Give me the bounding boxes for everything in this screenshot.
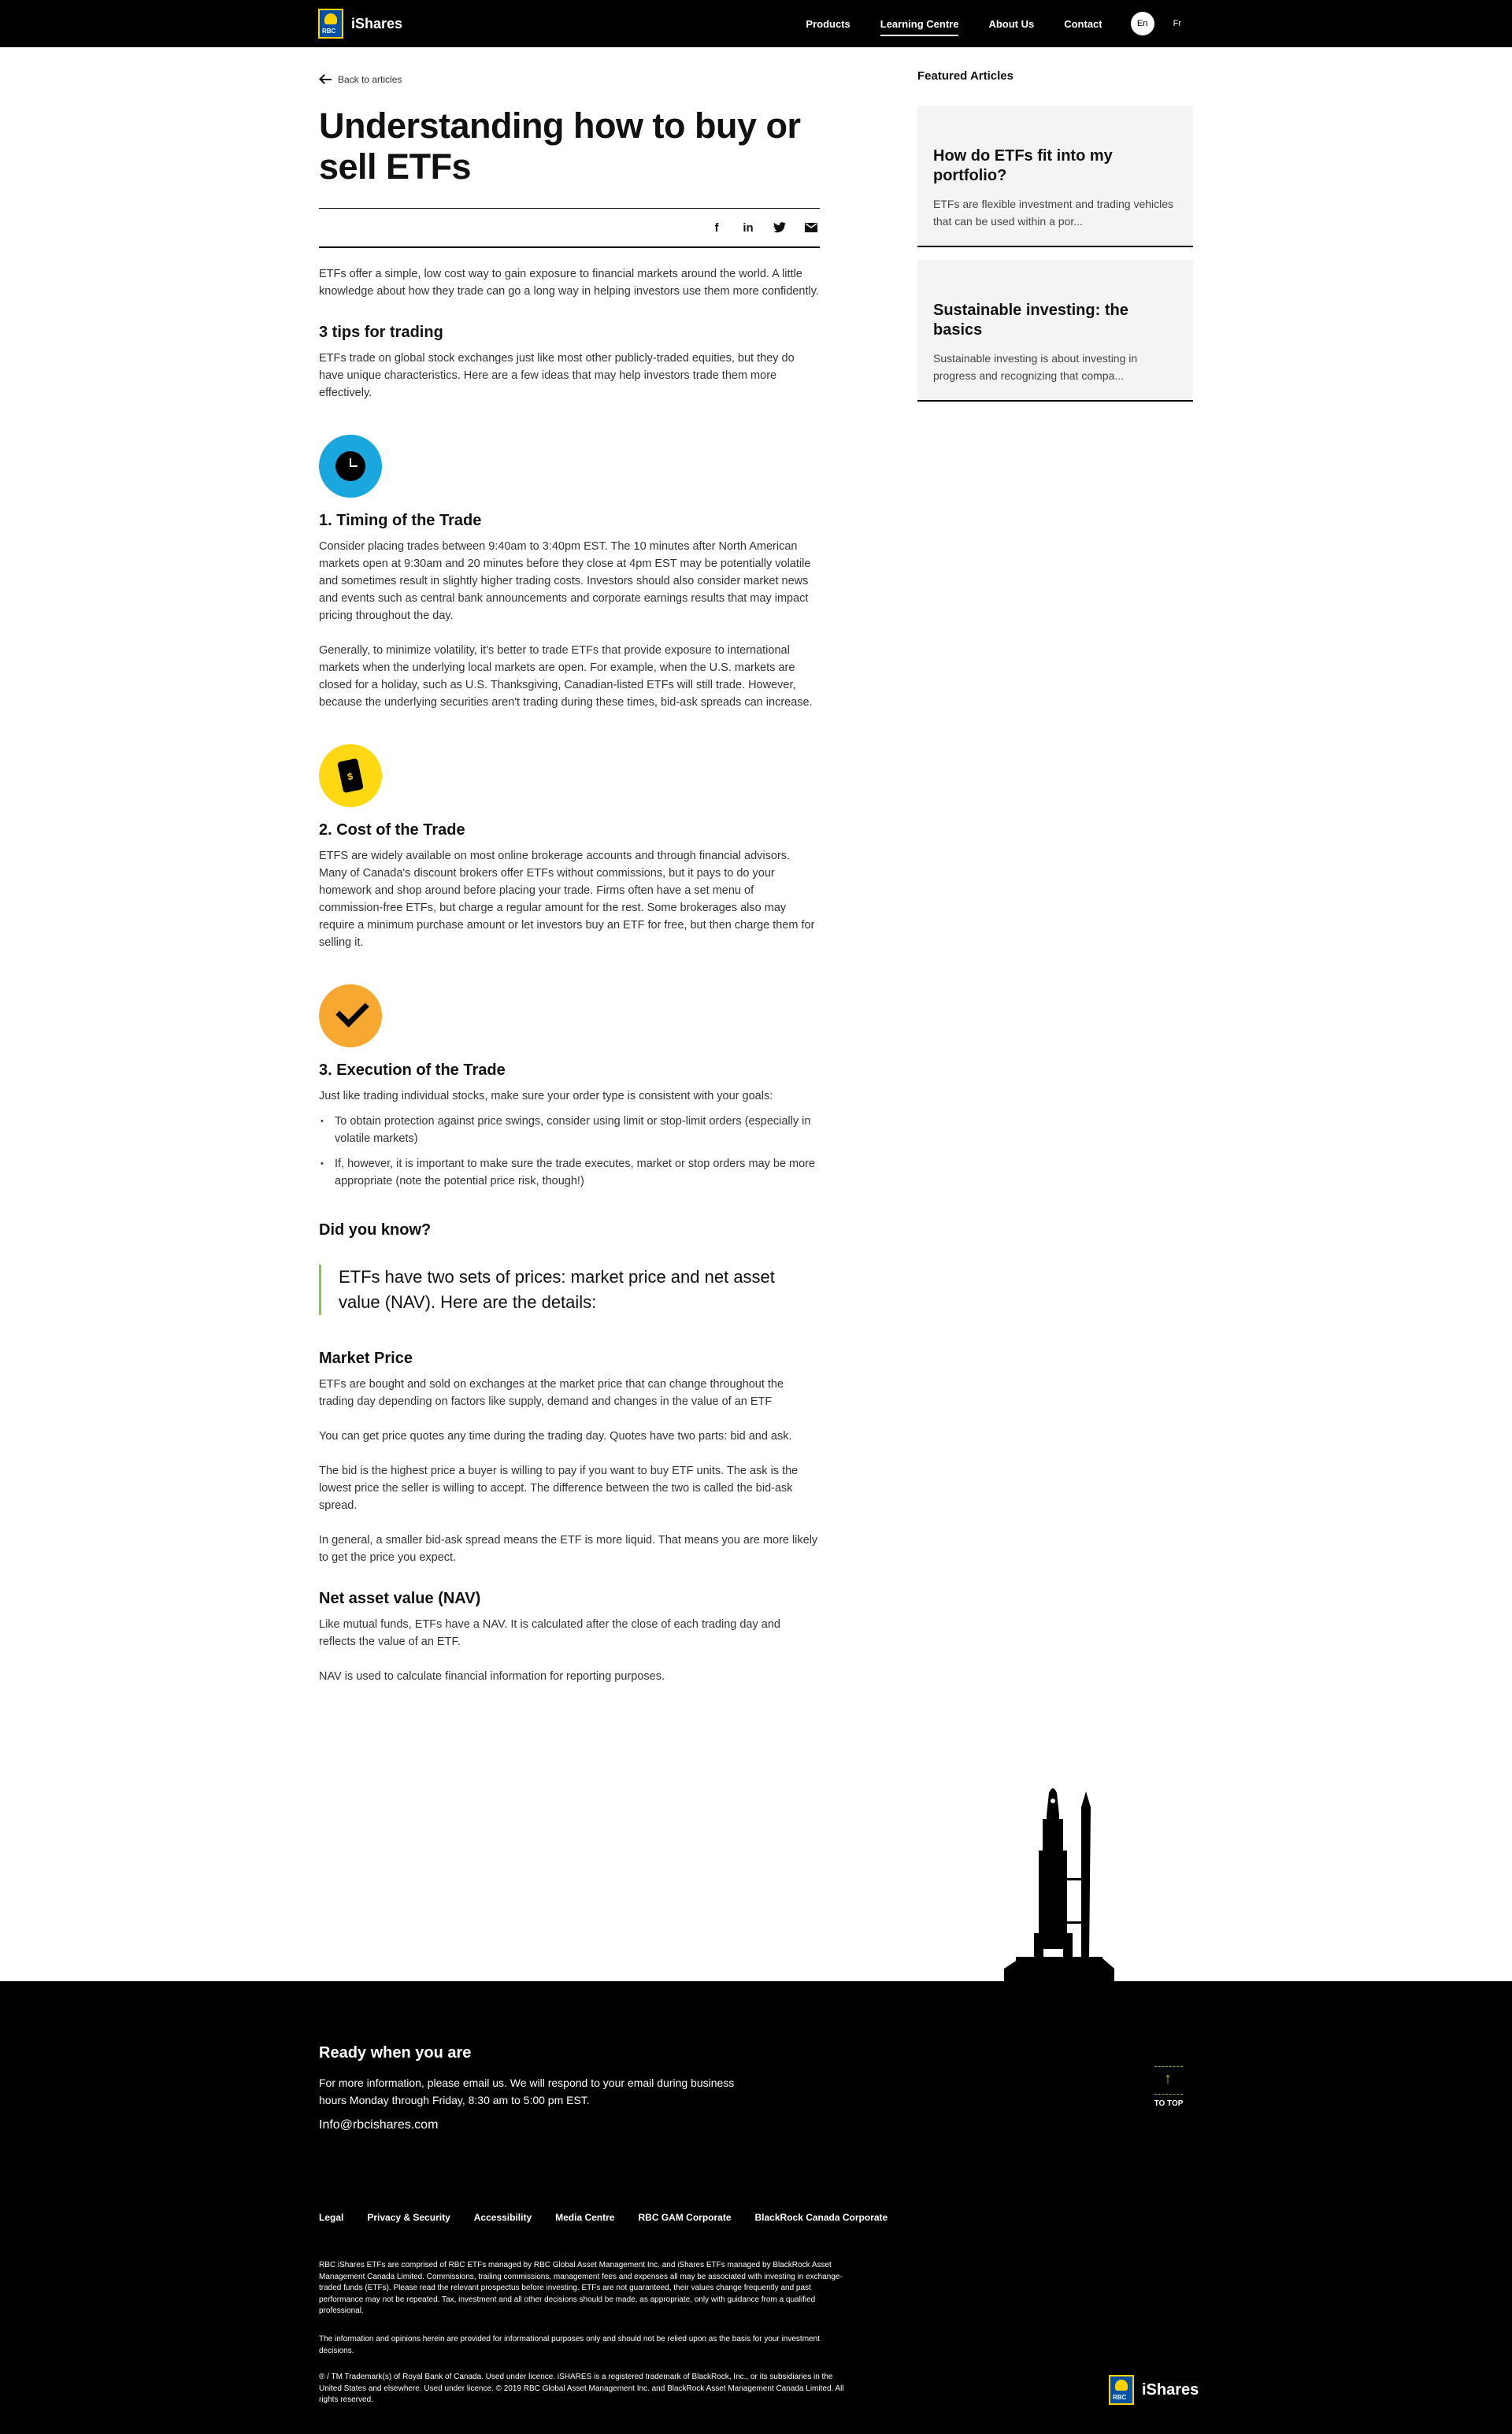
checkmark-icon xyxy=(319,984,382,1047)
email-icon[interactable] xyxy=(804,220,818,235)
market-price-paragraph: In general, a smaller bid-ask spread means the ETF is more liquid. That means you are more likely to get the price you expect. xyxy=(319,1534,818,1564)
nav-products[interactable]: Products xyxy=(806,17,850,30)
rbc-logo-text: RBC xyxy=(322,28,336,35)
footer-link-privacy[interactable]: Privacy & Security xyxy=(367,2212,450,2223)
rocket-launch-illustration xyxy=(988,1784,1126,1982)
nav-heading: Net asset value (NAV) xyxy=(319,1590,481,1607)
featured-articles xyxy=(917,69,1193,414)
card-title: Sustainable investing: the basics xyxy=(933,302,1128,339)
footer-links xyxy=(319,2212,888,2223)
linkedin-icon[interactable]: in xyxy=(743,220,754,235)
article-title: Understanding how to buy or sell ETFs xyxy=(319,106,801,187)
rbc-lion-shape xyxy=(1115,2380,1128,2391)
footer-disclaimer: The information and opinions herein are provided for informational purposes only and should not be relied upon as the basis for your investment decisions. xyxy=(319,2335,820,2355)
footer-heading: Ready when you are xyxy=(319,2044,472,2062)
featured-article-card[interactable] xyxy=(917,260,1193,402)
market-price-heading: Market Price xyxy=(319,1350,413,1367)
nav-learning-centre[interactable]: Learning Centre xyxy=(880,17,959,30)
nav-paragraph: Like mutual funds, ETFs have a NAV. It is calculated after the close of each trading day and reflects the value of an ETF. xyxy=(319,1618,780,1648)
facebook-icon[interactable]: f xyxy=(714,220,719,235)
article xyxy=(319,71,820,1702)
tip1-heading: 1. Timing of the Trade xyxy=(319,512,482,529)
price-tag-icon xyxy=(319,744,382,807)
twitter-icon[interactable] xyxy=(773,220,787,235)
prices-callout-quote: ETFs have two sets of prices: market price and net asset value (NAV). Here are the details: xyxy=(319,1265,820,1315)
card-excerpt: Sustainable investing is about investing in progress and recognizing that compa... xyxy=(933,352,1138,382)
home-logo-link[interactable] xyxy=(318,8,402,39)
rbc-lion-shape xyxy=(324,13,337,24)
arrow-left-icon xyxy=(319,75,332,84)
nav-contact[interactable]: Contact xyxy=(1064,17,1102,30)
back-link-label: Back to articles xyxy=(338,74,402,85)
footer-link-legal[interactable]: Legal xyxy=(319,2212,344,2223)
main-nav xyxy=(776,0,1181,47)
nav-about-us[interactable]: About Us xyxy=(988,17,1035,30)
footer-logo-link[interactable] xyxy=(1109,2375,1199,2405)
featured-article-card[interactable] xyxy=(917,106,1193,247)
did-you-know-heading: Did you know? xyxy=(319,1221,432,1239)
share-bar xyxy=(319,208,820,248)
tips-intro: ETFs trade on global stock exchanges just like most other publicly-traded equities, but they do have unique characteristics. Here are a few ideas that may help investors trade them more effectively. xyxy=(319,352,795,399)
tip1-paragraph-2: Generally, to minimize volatility, it's better to trade ETFs that provide exposure to international markets when the underlying local markets are open. For example, when the U.S. markets are closed for a holiday, such as U.S. Thanksgiving, Canadian-listed ETFs will still trade. However, because the underlying securities aren't trading during these times, bid-ask spreads can increase. xyxy=(319,644,813,709)
footer-link-media-centre[interactable]: Media Centre xyxy=(555,2212,615,2223)
brand-name: iShares xyxy=(351,15,403,31)
footer-trademark: ® / TM Trademark(s) of Royal Bank of Canada. Used under licence. iSHARES is a registered trademark of BlackRock, Inc., or its subsidiaries in the United States and elsewhere. Used under licence. © 2019 RBC Global Asset Management Inc. and BlackRock Asset Management Canada Limited. All rights reserved. xyxy=(319,2373,844,2404)
footer xyxy=(0,1981,1512,2434)
tip3-bullet-list xyxy=(319,1113,820,1190)
tip3-paragraph-1: Just like trading individual stocks, make sure your order type is consistent with your goals: xyxy=(319,1090,773,1102)
arrow-up-icon: ↑ xyxy=(1164,2070,1172,2088)
footer-email-link[interactable]: Info@rbcishares.com xyxy=(319,2118,439,2132)
footer-disclaimer: RBC iShares ETFs are comprised of RBC ETFs managed by RBC Global Asset Management Inc. and iShares ETFs managed by BlackRock Asset Management Canada Limited. Commissions, trailing commissions, management fees and expenses all may be associated with investing in exchange-traded funds (ETFs). Please read the relevant prospectus before investing. ETFs are not guaranteed, their values change frequently and past performance may not be repeated. Tax, investment and all other decisions should be made, as appropriate, only with guidance from a qualified professional. xyxy=(319,2261,843,2315)
back-to-top-button[interactable] xyxy=(1151,2066,1186,2112)
tip3-heading: 3. Execution of the Trade xyxy=(319,1061,506,1079)
footer-link-accessibility[interactable]: Accessibility xyxy=(473,2212,532,2223)
market-price-paragraph: ETFs are bought and sold on exchanges at the market price that can change throughout the trading day depending on factors like supply, demand and changes in the value of an ETF xyxy=(319,1378,784,1408)
rbc-logo-icon xyxy=(1109,2375,1134,2405)
language-fr-button[interactable]: Fr xyxy=(1173,19,1181,28)
rbc-logo-text: RBC xyxy=(1113,2394,1127,2401)
price-tag-symbol: $ xyxy=(346,770,354,783)
brand-name: iShares xyxy=(1142,2380,1199,2399)
market-price-paragraph: You can get price quotes any time during the trading day. Quotes have two parts: bid and ask. xyxy=(319,1430,792,1443)
to-top-label: TO TOP xyxy=(1154,2099,1184,2108)
footer-link-rbc-gam[interactable]: RBC GAM Corporate xyxy=(638,2212,732,2223)
rbc-logo-icon xyxy=(318,9,343,39)
article-intro: ETFs offer a simple, low cost way to gain exposure to financial markets around the world. A little knowledge about how they trade can go a long way in helping investors use them more confidently. xyxy=(319,268,819,298)
list-item: • To obtain protection against price swings, consider using limit or stop-limit orders (especially in volatile markets) xyxy=(319,1113,820,1147)
tip2-heading: 2. Cost of the Trade xyxy=(319,821,465,839)
card-title: How do ETFs fit into my portfolio? xyxy=(933,147,1113,184)
clock-icon xyxy=(319,435,382,498)
footer-contact-text: For more information, please email us. We will respond to your email during business hours Monday through Friday, 8:30 am to 5:00 pm EST. xyxy=(319,2076,735,2106)
list-item: • If, however, it is important to make sure the trade executes, market or stop orders may be more appropriate (note the potential price risk, though!) xyxy=(319,1155,820,1190)
tip2-paragraph-1: ETFS are widely available on most online brokerage accounts and through financial advisors. Many of Canada's discount brokers offer ETFs without commissions, but it pays to do your homework and shop around before placing your trade. Firms often have a set menu of commission-free ETFs, but charge a regular amount for the rest. Some brokerages also may require a minimum purchase amount or let investors buy an ETF for free, but then charge them for selling it. xyxy=(319,850,815,949)
top-navigation-bar xyxy=(0,0,1512,47)
card-excerpt: ETFs are flexible investment and trading vehicles that can be used within a por... xyxy=(933,198,1174,228)
tip1-paragraph-1: Consider placing trades between 9:40am to 3:40pm EST. The 10 minutes after North American markets open at 9:30am and 20 minutes before they close at 4pm EST may be potentially volatile and sometimes result in slightly higher trading costs. Investors should also consider market news and events such as central bank announcements and corporate earnings results that may impact pricing throughout the day. xyxy=(319,540,811,622)
footer-link-blackrock[interactable]: BlackRock Canada Corporate xyxy=(754,2212,888,2223)
tips-heading: 3 tips for trading xyxy=(319,324,443,341)
market-price-paragraph: The bid is the highest price a buyer is willing to pay if you want to buy ETF units. The ask is the lowest price the seller is willing to accept. The difference between the two is called the bid-ask spread. xyxy=(319,1465,799,1512)
nav-paragraph: NAV is used to calculate financial information for reporting purposes. xyxy=(319,1670,665,1683)
back-to-articles-link[interactable] xyxy=(319,71,820,88)
featured-articles-title: Featured Articles xyxy=(917,69,1014,83)
language-en-button[interactable]: En xyxy=(1131,12,1154,35)
